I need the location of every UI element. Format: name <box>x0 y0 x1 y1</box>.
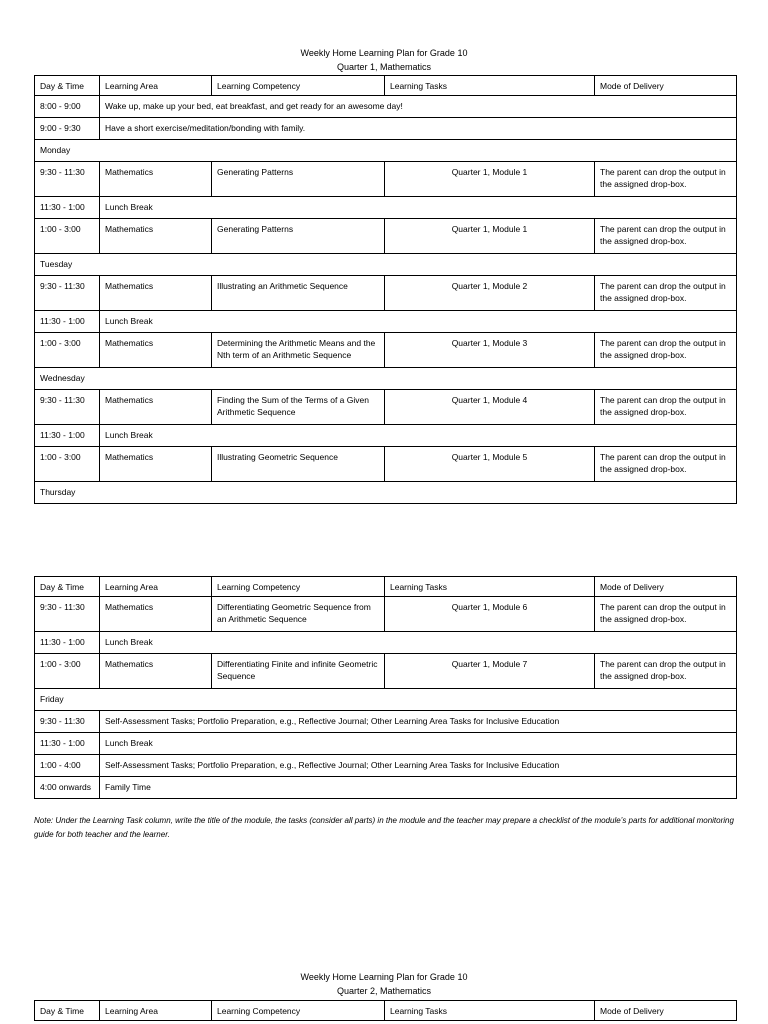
activity-cell: Self-Assessment Tasks; Portfolio Preparation, e.g., Reflective Journal; Other Learning Area Tasks for Inclusive Education <box>100 711 737 733</box>
header-learning-competency: Learning Competency <box>212 76 385 96</box>
header-day-time: Day & Time <box>35 577 100 597</box>
time-cell: 11:30 - 1:00 <box>35 632 100 654</box>
table-row <box>35 733 737 755</box>
time-cell: 9:00 - 9:30 <box>35 118 100 140</box>
table-header-row <box>35 577 737 597</box>
table-row <box>35 276 737 311</box>
table-row <box>35 755 737 777</box>
table-row <box>35 425 737 447</box>
mode-cell: The parent can drop the output in the assigned drop-box. <box>595 162 737 197</box>
plan-subtitle-quarter-2: Quarter 2, Mathematics <box>336 986 432 996</box>
day-label: Monday <box>35 140 737 162</box>
day-row-friday <box>35 689 737 711</box>
header-mode-of-delivery: Mode of Delivery <box>595 1001 737 1021</box>
area-cell: Mathematics <box>100 333 212 368</box>
time-cell: 9:30 - 11:30 <box>35 162 100 197</box>
mode-cell: The parent can drop the output in the assigned drop-box. <box>595 447 737 482</box>
time-cell: 1:00 - 3:00 <box>35 447 100 482</box>
day-row-tuesday <box>35 254 737 276</box>
time-cell: 4:00 onwards <box>35 777 100 799</box>
header-learning-competency: Learning Competency <box>212 1001 385 1021</box>
time-cell: 11:30 - 1:00 <box>35 425 100 447</box>
activity-cell: Lunch Break <box>100 311 737 333</box>
competency-cell: Differentiating Geometric Sequence from an Arithmetic Sequence <box>212 597 385 632</box>
task-cell: Quarter 1, Module 4 <box>385 390 595 425</box>
mode-cell: The parent can drop the output in the assigned drop-box. <box>595 654 737 689</box>
time-cell: 1:00 - 4:00 <box>35 755 100 777</box>
header-learning-area: Learning Area <box>100 1001 212 1021</box>
time-cell: 9:30 - 11:30 <box>35 390 100 425</box>
time-cell: 11:30 - 1:00 <box>35 197 100 219</box>
header-learning-competency: Learning Competency <box>212 577 385 597</box>
area-cell: Mathematics <box>100 219 212 254</box>
competency-cell: Determining the Arithmetic Means and the Nth term of an Arithmetic Sequence <box>212 333 385 368</box>
task-cell: Quarter 1, Module 2 <box>385 276 595 311</box>
plan-title: Weekly Home Learning Plan for Grade 10 <box>300 48 468 58</box>
competency-cell: Generating Patterns <box>212 219 385 254</box>
day-label: Wednesday <box>35 368 737 390</box>
competency-cell: Generating Patterns <box>212 162 385 197</box>
activity-cell: Wake up, make up your bed, eat breakfast, and get ready for an awesome day! <box>100 96 737 118</box>
activity-cell: Lunch Break <box>100 733 737 755</box>
area-cell: Mathematics <box>100 597 212 632</box>
table-row <box>35 711 737 733</box>
area-cell: Mathematics <box>100 654 212 689</box>
table-header-row <box>35 1001 737 1021</box>
header-learning-area: Learning Area <box>100 76 212 96</box>
activity-cell: Lunch Break <box>100 425 737 447</box>
table-row <box>35 96 737 118</box>
table-row <box>35 311 737 333</box>
time-cell: 11:30 - 1:00 <box>35 311 100 333</box>
schedule-table-3 <box>34 1000 737 1021</box>
table-header-row <box>35 76 737 96</box>
header-mode-of-delivery: Mode of Delivery <box>595 577 737 597</box>
header-mode-of-delivery: Mode of Delivery <box>595 76 737 96</box>
activity-cell: Lunch Break <box>100 632 737 654</box>
task-cell: Quarter 1, Module 5 <box>385 447 595 482</box>
time-cell: 11:30 - 1:00 <box>35 733 100 755</box>
schedule-table-2 <box>34 576 737 799</box>
plan-title-quarter-2: Weekly Home Learning Plan for Grade 10 <box>300 972 468 982</box>
task-cell: Quarter 1, Module 1 <box>385 162 595 197</box>
time-cell: 1:00 - 3:00 <box>35 219 100 254</box>
activity-cell: Lunch Break <box>100 197 737 219</box>
table-row <box>35 390 737 425</box>
time-cell: 1:00 - 3:00 <box>35 333 100 368</box>
activity-cell: Have a short exercise/meditation/bonding with family. <box>100 118 737 140</box>
table-row <box>35 118 737 140</box>
time-cell: 8:00 - 9:00 <box>35 96 100 118</box>
mode-cell: The parent can drop the output in the assigned drop-box. <box>595 333 737 368</box>
day-row-wednesday <box>35 368 737 390</box>
mode-cell: The parent can drop the output in the assigned drop-box. <box>595 597 737 632</box>
table-row <box>35 597 737 632</box>
header-learning-tasks: Learning Tasks <box>385 76 595 96</box>
mode-cell: The parent can drop the output in the assigned drop-box. <box>595 276 737 311</box>
table-row <box>35 777 737 799</box>
header-learning-tasks: Learning Tasks <box>385 577 595 597</box>
competency-cell: Finding the Sum of the Terms of a Given Arithmetic Sequence <box>212 390 385 425</box>
header-day-time: Day & Time <box>35 76 100 96</box>
competency-cell: Illustrating Geometric Sequence <box>212 447 385 482</box>
mode-cell: The parent can drop the output in the assigned drop-box. <box>595 219 737 254</box>
table-row <box>35 219 737 254</box>
header-learning-tasks: Learning Tasks <box>385 1001 595 1021</box>
table-row <box>35 632 737 654</box>
area-cell: Mathematics <box>100 162 212 197</box>
day-label: Friday <box>35 689 737 711</box>
day-row-monday <box>35 140 737 162</box>
activity-cell: Family Time <box>100 777 737 799</box>
task-cell: Quarter 1, Module 3 <box>385 333 595 368</box>
table-row <box>35 197 737 219</box>
competency-cell: Differentiating Finite and infinite Geometric Sequence <box>212 654 385 689</box>
competency-cell: Illustrating an Arithmetic Sequence <box>212 276 385 311</box>
table-row <box>35 447 737 482</box>
schedule-table-1 <box>34 75 737 504</box>
header-day-time: Day & Time <box>35 1001 100 1021</box>
day-label: Thursday <box>35 482 737 504</box>
time-cell: 9:30 - 11:30 <box>35 276 100 311</box>
area-cell: Mathematics <box>100 447 212 482</box>
task-cell: Quarter 1, Module 1 <box>385 219 595 254</box>
mode-cell: The parent can drop the output in the assigned drop-box. <box>595 390 737 425</box>
day-row-thursday <box>35 482 737 504</box>
table-row <box>35 162 737 197</box>
area-cell: Mathematics <box>100 276 212 311</box>
activity-cell: Self-Assessment Tasks; Portfolio Preparation, e.g., Reflective Journal; Other Learning Area Tasks for Inclusive Education <box>100 755 737 777</box>
module-note: Note: Under the Learning Task column, write the title of the module, the tasks (consider all parts) in the module and the teacher may prepare a checklist of the module’s parts for additional monitoring guide for both teacher and the learner. <box>34 816 734 839</box>
task-cell: Quarter 1, Module 7 <box>385 654 595 689</box>
time-cell: 9:30 - 11:30 <box>35 711 100 733</box>
area-cell: Mathematics <box>100 390 212 425</box>
task-cell: Quarter 1, Module 6 <box>385 597 595 632</box>
plan-subtitle: Quarter 1, Mathematics <box>336 62 432 72</box>
table-row <box>35 333 737 368</box>
table-row <box>35 654 737 689</box>
header-learning-area: Learning Area <box>100 577 212 597</box>
time-cell: 9:30 - 11:30 <box>35 597 100 632</box>
time-cell: 1:00 - 3:00 <box>35 654 100 689</box>
day-label: Tuesday <box>35 254 737 276</box>
